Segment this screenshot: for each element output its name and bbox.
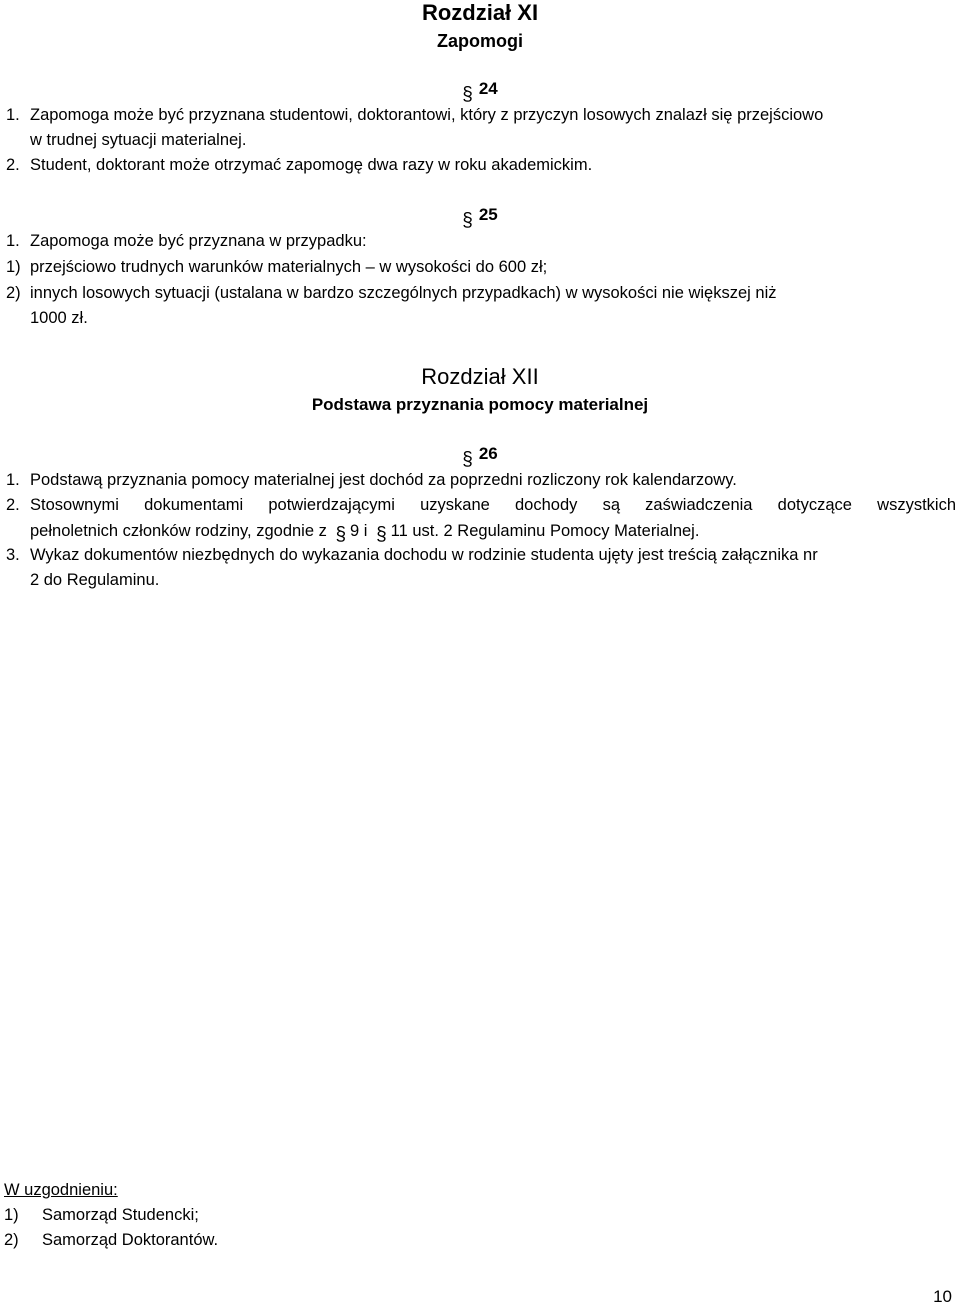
section-sign: §	[462, 84, 473, 105]
section-number: 26	[478, 444, 498, 463]
chapter-11-subtitle: Zapomogi	[437, 31, 523, 51]
paragraph-text: 9 i	[350, 522, 368, 540]
list-number: 2)	[6, 284, 21, 302]
approval-item-2	[4, 1228, 218, 1254]
list-number: 3.	[6, 546, 20, 564]
section-25-heading	[0, 204, 960, 231]
chapter-12-subtitle: Podstawa przyznania pomocy materialnej	[311, 395, 649, 414]
chapter-11-title: Rozdział XI	[421, 0, 539, 25]
paragraph-text: pełnoletnich członków rodziny, zgodnie z	[30, 522, 327, 540]
list-number: 1)	[6, 258, 21, 276]
s25-item-2-line-1	[6, 281, 777, 307]
chapter-12-title: Rozdział XII	[421, 364, 539, 389]
s25-item-2-line-2: 1000 zł.	[30, 309, 88, 327]
list-number: 1)	[4, 1206, 19, 1224]
approval-item-1	[4, 1203, 199, 1229]
section-24-heading	[0, 78, 960, 105]
s25-paragraph-1	[6, 229, 367, 255]
list-number: 2)	[4, 1231, 19, 1249]
paragraph-text: Zapomoga może być przyznana w przypadku:	[30, 232, 367, 250]
approval-heading: W uzgodnieniu:	[4, 1181, 118, 1199]
s26-paragraph-1	[6, 468, 737, 494]
section-26-heading	[0, 443, 960, 470]
item-text: Samorząd Doktorantów.	[42, 1231, 219, 1249]
s24-paragraph-1-line-2: w trudnej sytuacji materialnej.	[30, 131, 247, 149]
s24-paragraph-2	[6, 153, 592, 179]
s26-paragraph-2-line-2	[30, 518, 699, 545]
section-number: 24	[478, 79, 498, 98]
item-text: przejściowo trudnych warunków materialnych – w wysokości do 600 zł;	[30, 258, 548, 276]
item-text: Samorząd Studencki;	[42, 1206, 199, 1224]
s25-item-1	[6, 255, 547, 281]
paragraph-text: Zapomoga może być przyznana studentowi, doktorantowi, który z przyczyn losowych znalazł się przejściowo	[30, 106, 824, 124]
paragraph-text: 11 ust. 2 Regulaminu Pomocy Materialnej.	[390, 522, 700, 540]
list-number: 2.	[6, 496, 20, 514]
s24-paragraph-1-line-1	[6, 103, 823, 129]
list-number: 1.	[6, 232, 20, 250]
section-sign: §	[462, 449, 473, 470]
item-text: innych losowych sytuacji (ustalana w bardzo szczególnych przypadkach) w wysokości nie większej niż	[30, 284, 777, 302]
s26-paragraph-2-line-1	[6, 493, 956, 519]
paragraph-text: Student, doktorant może otrzymać zapomogę dwa razy w roku akademickim.	[30, 156, 593, 174]
section-sign: §	[376, 524, 387, 545]
paragraph-text: Podstawą przyznania pomocy materialnej jest dochód za poprzedni rozliczony rok kalendarzowy.	[30, 471, 737, 489]
s26-paragraph-3-line-1	[6, 543, 818, 569]
paragraph-text: Stosownymi dokumentami potwierdzającymi uzyskane dochody są zaświadczenia dotyczące wszystkich	[30, 496, 956, 514]
section-sign: §	[462, 210, 473, 231]
section-number: 25	[478, 205, 498, 224]
list-number: 1.	[6, 106, 20, 124]
section-sign: §	[335, 524, 347, 545]
s26-paragraph-3-line-2: 2 do Regulaminu.	[30, 571, 160, 589]
list-number: 1.	[6, 471, 20, 489]
list-number: 2.	[6, 156, 20, 174]
paragraph-text: Wykaz dokumentów niezbędnych do wykazania dochodu w rodzinie studenta ujęty jest treścią załącznika nr	[30, 546, 818, 564]
page-number: 10	[933, 1287, 952, 1306]
